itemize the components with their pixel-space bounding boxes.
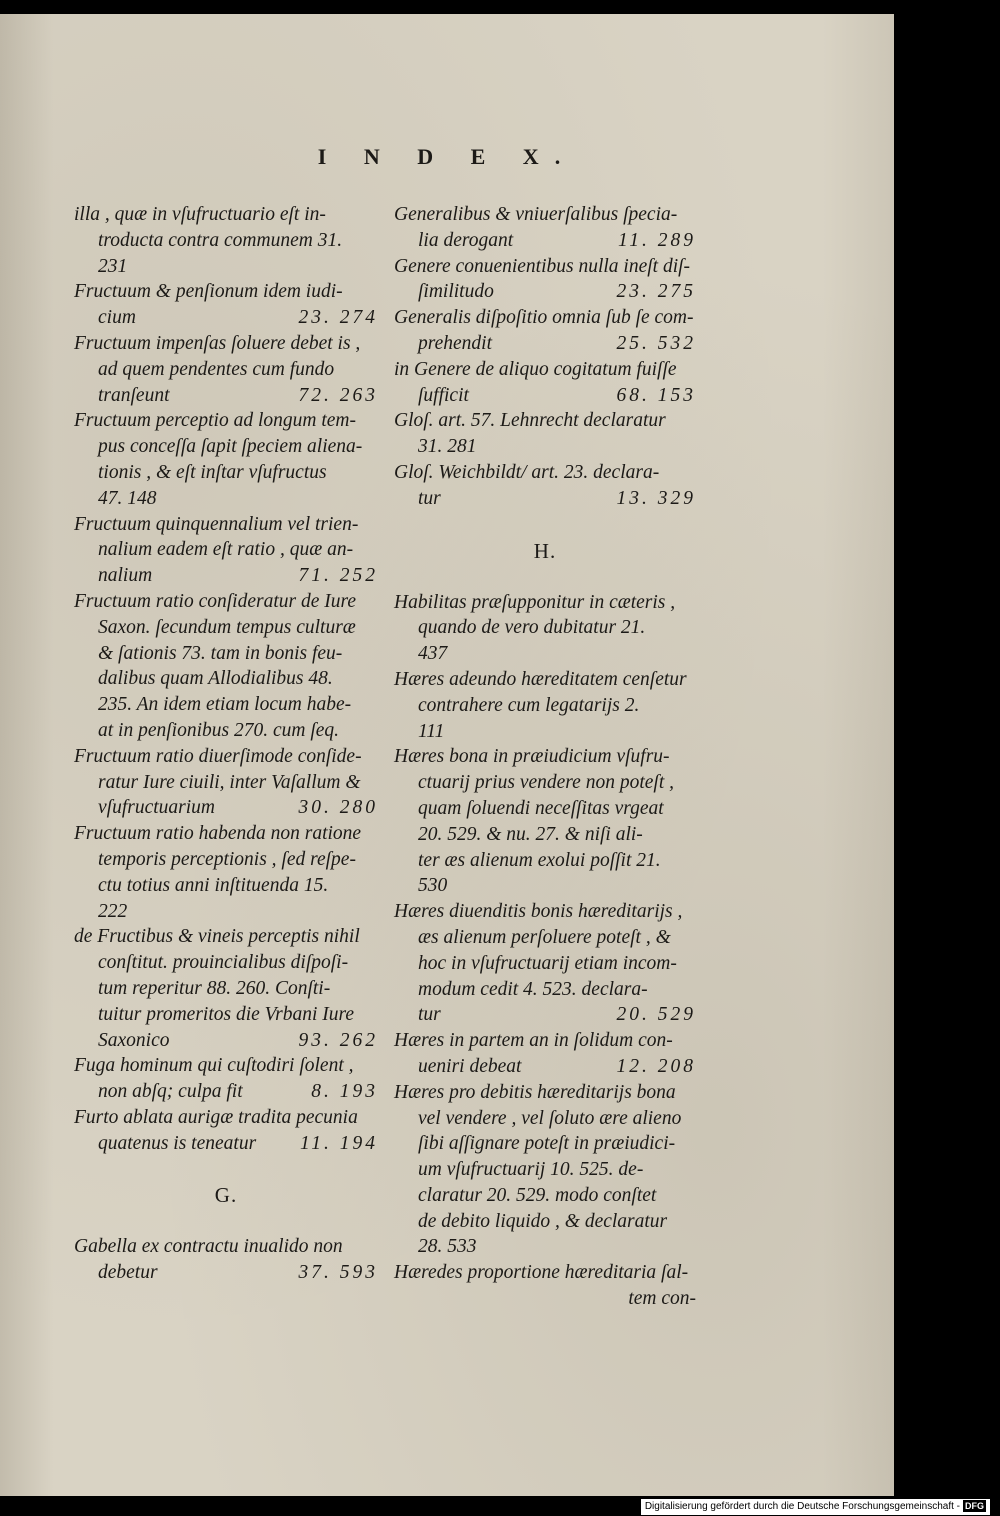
entry-line [394, 279, 696, 305]
entry-line [74, 434, 378, 460]
index-entry [394, 254, 696, 306]
entry-line [74, 924, 378, 950]
entry-line [74, 770, 378, 796]
entry-reference: 93. 262 [298, 1029, 378, 1051]
credit-text: Digitalisierung gefördert durch die Deutsche Forschungsgemeinschaft - [644, 1501, 960, 1512]
entry-line [394, 1002, 696, 1028]
entry-line [394, 848, 696, 874]
index-entry [74, 924, 378, 1053]
entry-text: Furto ablata aurigæ tradita pecunia [74, 1106, 358, 1128]
index-entry [394, 744, 696, 899]
entry-text: Hæres diuenditis bonis hæreditarijs , [394, 901, 683, 923]
entry-text: 222 [98, 900, 128, 922]
entry-line [394, 1054, 696, 1080]
entry-line [74, 1131, 378, 1157]
entry-text: cium [98, 307, 136, 329]
entry-text: vſufructuarium [98, 797, 215, 819]
index-entry [394, 202, 696, 254]
entry-text: pus conceſſa ſapit ſpeciem aliena- [98, 436, 363, 458]
index-entry [74, 1105, 378, 1157]
entry-text: at in penſionibus 270. cum ſeq. [98, 719, 340, 741]
entry-line [74, 899, 378, 925]
entry-line [394, 822, 696, 848]
entry-text: æs alienum perſoluere poteſt , & [418, 926, 671, 948]
index-entry [74, 1234, 378, 1286]
entry-line [394, 1286, 696, 1312]
entry-text: debetur [98, 1262, 158, 1284]
entry-text: Hæredes proportione hæreditaria ſal- [394, 1262, 689, 1284]
entry-reference: 71. 252 [298, 565, 378, 587]
entry-line [394, 305, 696, 331]
entry-text: Generalibus & vniuerſalibus ſpecia- [394, 204, 678, 225]
entry-text: Saxon. ſecundum tempus culturæ [98, 616, 356, 638]
entry-text: quatenus is teneatur [98, 1132, 257, 1154]
entry-text: modum cedit 4. 523. declara- [418, 978, 648, 1000]
entry-line [394, 1209, 696, 1235]
section-heading: H. [533, 538, 557, 563]
entry-reference: 30. 280 [298, 797, 378, 819]
entry-line [394, 228, 696, 254]
entry-text: 235. An idem etiam locum habe- [98, 694, 352, 716]
entry-line [74, 718, 378, 744]
index-entry [74, 279, 378, 331]
entry-text: ſibi aſſignare poteſt in præiudici- [418, 1133, 676, 1155]
entry-line [74, 1234, 378, 1260]
entry-line [74, 744, 378, 770]
index-entry [74, 589, 378, 744]
entry-text: ter æs alienum exolui poſſit 21. [418, 849, 661, 871]
entry-text: illa , quæ in vſufructuario eſt in- [74, 204, 326, 225]
entry-line [74, 228, 378, 254]
entry-text: dalibus quam Allodialibus 48. [98, 668, 333, 690]
entry-line [394, 1260, 696, 1286]
entry-line [74, 563, 378, 589]
entry-line [394, 770, 696, 796]
entry-text: 437 [418, 643, 448, 665]
entry-text: de debito liquido , & declaratur [418, 1210, 668, 1232]
entry-line [74, 950, 378, 976]
entry-text: Saxonico [98, 1029, 170, 1051]
entry-text: 231 [98, 255, 128, 277]
entry-line [394, 254, 696, 280]
entry-text: Fuga hominum qui cuſtodiri ſolent , [74, 1055, 354, 1077]
entry-line [394, 951, 696, 977]
entry-text: tum reperitur 88. 260. Conſti- [98, 977, 331, 999]
entry-line [394, 1234, 696, 1260]
entry-reference: 23. 274 [298, 307, 378, 329]
entry-reference: 11. 289 [617, 229, 696, 251]
entry-line [394, 977, 696, 1003]
index-entry [394, 305, 696, 357]
entry-line [394, 202, 696, 228]
entry-line [74, 1028, 378, 1054]
entry-line [74, 254, 378, 280]
index-entry [74, 1053, 378, 1105]
entry-line [394, 667, 696, 693]
entry-text: Hæres adeundo hæreditatem cenſetur [394, 668, 687, 690]
entry-text: conſtitut. prouincialibus diſpoſi- [98, 952, 349, 974]
entry-line [394, 1183, 696, 1209]
entry-line [394, 641, 696, 667]
entry-text: ſufficit [418, 384, 469, 406]
index-entry [394, 590, 696, 667]
entry-text: ad quem pendentes cum fundo [98, 358, 335, 380]
entry-line [394, 744, 696, 770]
entry-line [74, 666, 378, 692]
entry-reference: 68. 153 [616, 384, 696, 406]
section-heading: G. [214, 1183, 238, 1208]
entry-text: 47. 148 [98, 487, 157, 509]
entry-line [394, 796, 696, 822]
index-entry [394, 408, 696, 460]
digitization-credit [641, 1499, 990, 1515]
entry-line [394, 1157, 696, 1183]
entry-line [74, 486, 378, 512]
index-column-left [74, 202, 378, 1286]
entry-line [394, 873, 696, 899]
entry-text: Fructuum impenſas ſoluere debet is , [74, 332, 361, 354]
entry-text: Fructuum ratio conſideratur de Iure [74, 590, 356, 612]
entry-line [74, 795, 378, 821]
entry-line [394, 383, 696, 409]
entry-text: tem con- [628, 1288, 696, 1310]
entry-text: um vſufructuarij 10. 525. de- [418, 1159, 644, 1181]
entry-line [394, 460, 696, 486]
entry-line [74, 460, 378, 486]
index-entry [74, 202, 378, 279]
entry-line [74, 305, 378, 331]
entry-reference: 25. 532 [616, 332, 696, 354]
index-entry [74, 512, 378, 589]
entry-text: Hæres pro debitis hæreditarijs bona [394, 1081, 676, 1103]
entry-text: Genere conuenientibus nulla ineſt diſ- [394, 255, 691, 277]
entry-text: claratur 20. 529. modo conſtet [418, 1184, 657, 1206]
entry-text: de Fructibus & vineis perceptis nihil [74, 926, 360, 948]
entry-line [74, 279, 378, 305]
index-entry [74, 408, 378, 511]
entry-text: quando de vero dubitatur 21. [418, 617, 646, 639]
entry-line [74, 408, 378, 434]
entry-text: Fructuum perceptio ad longum tem- [74, 410, 356, 432]
entry-text: tranſeunt [98, 384, 170, 406]
entry-text: ctu totius anni inſtituenda 15. [98, 874, 329, 896]
entry-line [74, 1105, 378, 1131]
entry-text: 20. 529. & nu. 27. & niſi ali- [418, 823, 643, 845]
entry-text: hoc in vſufructuarij etiam incom- [418, 952, 677, 974]
entry-line [394, 615, 696, 641]
entry-line [74, 1260, 378, 1286]
entry-line [74, 331, 378, 357]
entry-line [74, 847, 378, 873]
entry-line [394, 590, 696, 616]
entry-text: Gloſ. Weichbildt/ art. 23. declara- [394, 461, 660, 483]
entry-line [394, 1131, 696, 1157]
entry-text: ſimilitudo [418, 281, 494, 303]
index-entry [394, 460, 696, 512]
entry-text: Gloſ. art. 57. Lehnrecht declaratur [394, 410, 666, 432]
entry-text: 111 [418, 720, 445, 742]
entry-text: quam ſoluendi neceſſitas vrgeat [418, 797, 664, 819]
entry-text: 31. 281 [418, 436, 477, 458]
entry-reference: 23. 275 [616, 281, 696, 303]
index-entry [394, 667, 696, 744]
index-column-right [394, 202, 696, 1312]
entry-reference: 8. 193 [311, 1081, 378, 1103]
entry-line [394, 331, 696, 357]
entry-text: Fructuum ratio habenda non ratione [74, 823, 362, 845]
index-entry [394, 1080, 696, 1261]
entry-reference: 12. 208 [616, 1055, 696, 1077]
entry-text: Hæres in partem an in ſolidum con- [394, 1030, 673, 1052]
entry-line [394, 899, 696, 925]
entry-text: tionis , & eſt inſtar vſufructus [98, 461, 327, 483]
entry-reference: 20. 529 [616, 1004, 696, 1026]
entry-text: ctuarij prius vendere non poteſt , [418, 772, 674, 794]
entry-line [394, 1028, 696, 1054]
entry-line [74, 202, 378, 228]
entry-line [394, 1080, 696, 1106]
entry-line [74, 873, 378, 899]
entry-text: temporis perceptionis , ſed reſpe- [98, 848, 356, 870]
book-page [0, 14, 894, 1496]
entry-text: tuitur promeritos die Vrbani Iure [98, 1003, 355, 1025]
entry-reference: 13. 329 [616, 487, 696, 509]
entry-line [74, 1002, 378, 1028]
entry-line [394, 486, 696, 512]
entry-text: Hæres bona in præiudicium vſufru- [394, 746, 670, 768]
index-entry [74, 331, 378, 408]
entry-line [74, 641, 378, 667]
entry-text: Fructuum quinquennalium vel trien- [74, 513, 359, 535]
entry-line [74, 692, 378, 718]
entry-text: vel vendere , vel ſoluto ære alieno [418, 1107, 682, 1129]
entry-text: nalium [98, 565, 153, 587]
entry-text: ueniri debeat [418, 1055, 522, 1077]
entry-line [74, 589, 378, 615]
entry-text: lia derogant [418, 229, 514, 251]
entry-line [394, 434, 696, 460]
entry-line [394, 719, 696, 745]
entry-line [394, 693, 696, 719]
entry-text: Fructuum & penſionum idem iudi- [74, 281, 343, 303]
index-entry [394, 899, 696, 1028]
entry-text: in Genere de aliquo cogitatum fuiſſe [394, 358, 677, 380]
entry-text: tur [418, 1004, 441, 1026]
entry-text: Generalis diſpoſitio omnia ſub ſe com- [394, 307, 694, 329]
entry-line [74, 537, 378, 563]
entry-text: Fructuum ratio diuerſimode conſide- [74, 745, 362, 767]
entry-reference: 72. 263 [298, 384, 378, 406]
entry-line [394, 925, 696, 951]
entry-text: ratur Iure ciuili, inter Vaſallum & [98, 771, 361, 793]
page-header: I N D E X. [317, 144, 577, 169]
entry-reference: 11. 194 [299, 1132, 378, 1154]
entry-text: 530 [418, 875, 448, 897]
entry-text: Gabella ex contractu inualido non [74, 1236, 343, 1258]
entry-text: tur [418, 487, 441, 509]
entry-text: nalium eadem eſt ratio , quæ an- [98, 539, 354, 561]
index-entry [394, 1260, 696, 1312]
entry-reference: 37. 593 [298, 1262, 378, 1284]
entry-line [394, 408, 696, 434]
entry-text: non abſq; culpa fit [98, 1081, 243, 1103]
entry-line [74, 383, 378, 409]
index-entry [394, 357, 696, 409]
index-entry [394, 1028, 696, 1080]
entry-line [74, 821, 378, 847]
entry-line [74, 357, 378, 383]
entry-text: contrahere cum legatarijs 2. [418, 694, 640, 716]
entry-line [74, 512, 378, 538]
entry-text: Habilitas præſupponitur in cæteris , [394, 591, 676, 613]
entry-line [74, 1053, 378, 1079]
entry-line [394, 1106, 696, 1132]
index-entry [74, 744, 378, 821]
entry-line [394, 357, 696, 383]
entry-text: & ſationis 73. tam in bonis feu- [98, 642, 343, 664]
entry-line [74, 976, 378, 1002]
entry-text: 28. 533 [418, 1236, 477, 1258]
entry-text: prehendit [418, 332, 493, 354]
entry-line [74, 1079, 378, 1105]
entry-line [74, 615, 378, 641]
dfg-logo: DFG [965, 1501, 984, 1511]
entry-text: troducta contra communem 31. [98, 229, 343, 251]
index-entry [74, 821, 378, 924]
